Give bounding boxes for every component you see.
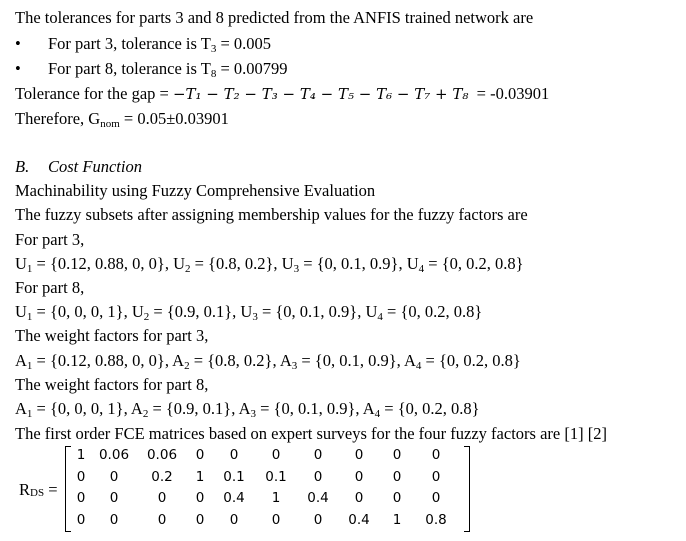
matrix-cell: 0 <box>392 490 402 506</box>
matrix-cell: 0 <box>431 468 441 485</box>
a-part8-line <box>15 399 480 419</box>
therefore-value: = 0.05±0.03901 <box>119 109 229 128</box>
set-value: = {0.9, 0.1}, <box>149 302 241 321</box>
matrix-label <box>19 480 58 500</box>
set-sub: 1 <box>26 311 33 323</box>
set-value: = {0, 0.2, 0.8} <box>380 399 480 418</box>
bullet-text: For part 8, tolerance is T <box>48 59 211 78</box>
matrix-cell: 0 <box>431 447 441 463</box>
matrix-cell: 1 <box>195 468 205 485</box>
rds-matrix-block <box>15 445 475 535</box>
first-order-text: The first order FCE matrices based on expert surveys for the four fuzzy factors are [1] [2] <box>15 424 607 443</box>
set-sub: 3 <box>250 408 256 420</box>
matrix-cell: 0 <box>271 511 281 528</box>
set-value: = {0, 0, 0, 1}, <box>32 302 132 321</box>
weights-part3-text: The weight factors for part 3, <box>15 326 209 345</box>
matrix-cell: 0 <box>354 490 364 506</box>
matrix-cell: 0 <box>195 490 205 506</box>
matrix-cell: 0 <box>229 511 239 528</box>
matrix-cell: 0.4 <box>223 490 245 506</box>
matrix-cell: 0.06 <box>146 447 178 463</box>
bullet-value: = 0.00799 <box>216 59 288 78</box>
matrix-cell: 0 <box>109 511 119 528</box>
matrix-cell: 0.06 <box>98 447 130 463</box>
matrix-cell: 0 <box>354 468 364 485</box>
matrix-label-sub: DS <box>30 487 45 499</box>
matrix-cell: 0 <box>313 511 323 528</box>
matrix-cell: 0 <box>431 490 441 506</box>
intro-text: The tolerances for parts 3 and 8 predicted from the ANFIS trained network are <box>15 8 534 27</box>
matrix-label-name: R <box>19 480 31 499</box>
matrix-body <box>71 445 457 531</box>
set-name: U <box>173 254 185 273</box>
set-value: = {0.8, 0.2}, <box>190 254 282 273</box>
set-sub: 3 <box>293 263 300 275</box>
set-name: A <box>15 399 27 418</box>
therefore-prefix: Therefore, G <box>15 109 101 128</box>
set-sub: 2 <box>142 408 149 420</box>
matrix-cell: 1 <box>76 447 86 463</box>
fce-matrix <box>65 445 470 533</box>
matrix-row <box>71 488 457 510</box>
set-name: U <box>131 302 144 321</box>
set-sub: 2 <box>143 311 150 323</box>
set-value: = {0.8, 0.2}, <box>189 351 280 370</box>
set-sub: 1 <box>26 263 33 275</box>
matrix-cell: 0 <box>271 447 281 463</box>
a-part3-line <box>15 351 521 371</box>
set-name: U <box>406 254 419 273</box>
set-name: U <box>15 254 27 273</box>
bullet-sub: 8 <box>210 68 217 80</box>
matrix-cell: 0.8 <box>425 511 447 528</box>
set-value: = {0, 0.1, 0.9}, <box>297 351 404 370</box>
matrix-cell: 0 <box>354 447 364 463</box>
set-value: = {0, 0.1, 0.9}, <box>255 399 363 418</box>
matrix-row <box>71 510 457 532</box>
set-sub: 4 <box>374 408 381 420</box>
set-sub: 4 <box>418 263 425 275</box>
gap-result: = -0.03901 <box>476 84 550 103</box>
bullet-value: = 0.005 <box>216 34 272 53</box>
set-name: A <box>403 351 416 370</box>
set-value: = {0.9, 0.1}, <box>148 399 239 418</box>
set-name: U <box>365 302 378 321</box>
matrix-cell: 0 <box>313 447 323 463</box>
set-value: = {0, 0.1, 0.9}, <box>299 254 407 273</box>
matrix-cell: 0 <box>195 447 205 463</box>
matrix-cell: 0 <box>392 447 402 463</box>
u-part8-line <box>15 302 482 322</box>
matrix-cell: 0 <box>76 468 86 485</box>
for-part3-text: For part 3, <box>15 230 85 249</box>
set-name: A <box>172 351 185 370</box>
matrix-cell: 0.4 <box>307 490 329 506</box>
bullet-text: For part 3, tolerance is T <box>48 34 211 53</box>
set-value: = {0, 0.2, 0.8} <box>421 351 521 370</box>
set-name: A <box>238 399 251 418</box>
set-name: U <box>15 302 27 321</box>
matrix-cell: 0 <box>76 490 86 506</box>
set-sub: 4 <box>415 360 422 372</box>
bullet-part8 <box>15 59 288 79</box>
set-value: = {0, 0.1, 0.9}, <box>257 302 366 321</box>
fuzzy-subsets-text: The fuzzy subsets after assigning membership values for the fuzzy factors are <box>15 205 528 224</box>
machinability-text: Machinability using Fuzzy Comprehensive Evaluation <box>15 181 376 200</box>
bullet-sub: 3 <box>210 43 217 55</box>
set-value: = {0.12, 0.88, 0, 0}, <box>32 254 174 273</box>
set-value: = {0.12, 0.88, 0, 0}, <box>32 351 173 370</box>
set-name: A <box>15 351 27 370</box>
set-name: U <box>281 254 294 273</box>
u-part3-line <box>15 254 524 274</box>
set-name: A <box>130 399 143 418</box>
matrix-cell: 0 <box>313 468 323 485</box>
set-sub: 4 <box>377 311 383 323</box>
matrix-row <box>71 445 457 467</box>
therefore-line <box>15 109 229 129</box>
matrix-cell: 0 <box>109 490 119 506</box>
section-title: Cost Function <box>48 157 142 176</box>
matrix-cell: 0 <box>392 468 402 485</box>
matrix-cell: 0.2 <box>151 468 173 485</box>
matrix-right-bracket <box>464 446 470 532</box>
matrix-cell: 0 <box>157 490 167 506</box>
set-name: U <box>240 302 253 321</box>
set-name: A <box>362 399 375 418</box>
weights-part8-text: The weight factors for part 8, <box>15 375 209 394</box>
set-value: = {0, 0, 0, 1}, <box>32 399 131 418</box>
matrix-cell: 1 <box>271 490 281 506</box>
bullet-marker: • <box>15 34 21 53</box>
matrix-cell: 0 <box>229 447 239 463</box>
matrix-cell: 0 <box>195 511 205 528</box>
matrix-cell: 0 <box>109 468 119 485</box>
set-sub: 3 <box>252 311 258 323</box>
matrix-cell: 0 <box>76 511 86 528</box>
gap-tolerance-line <box>15 84 549 104</box>
set-sub: 1 <box>26 360 33 372</box>
set-value: = {0, 0.2, 0.8} <box>382 302 483 321</box>
set-value: = {0, 0.2, 0.8} <box>424 254 524 273</box>
matrix-cell: 0.1 <box>223 468 245 485</box>
therefore-sub: nom <box>100 118 120 130</box>
set-name: A <box>279 351 292 370</box>
section-heading <box>15 157 142 177</box>
matrix-cell: 0 <box>157 511 167 528</box>
gap-equation: −T₁ − T₂ − T₃ − T₄ − T₅ − T₆ − T₇ + T₈ <box>172 85 469 103</box>
matrix-cell: 0.1 <box>265 468 287 485</box>
gap-label: Tolerance for the gap = <box>15 84 173 103</box>
matrix-row <box>71 467 457 489</box>
set-sub: 2 <box>184 360 190 372</box>
matrix-cell: 0.4 <box>348 511 370 528</box>
set-sub: 3 <box>291 360 298 372</box>
set-sub: 1 <box>26 408 33 420</box>
matrix-cell: 1 <box>392 511 402 528</box>
bullet-part3 <box>15 34 271 54</box>
bullet-marker: • <box>15 59 21 78</box>
matrix-table <box>71 445 457 531</box>
matrix-label-eq: = <box>44 480 58 499</box>
section-letter: B. <box>15 157 30 176</box>
for-part8-text: For part 8, <box>15 278 85 297</box>
set-sub: 2 <box>185 263 191 275</box>
